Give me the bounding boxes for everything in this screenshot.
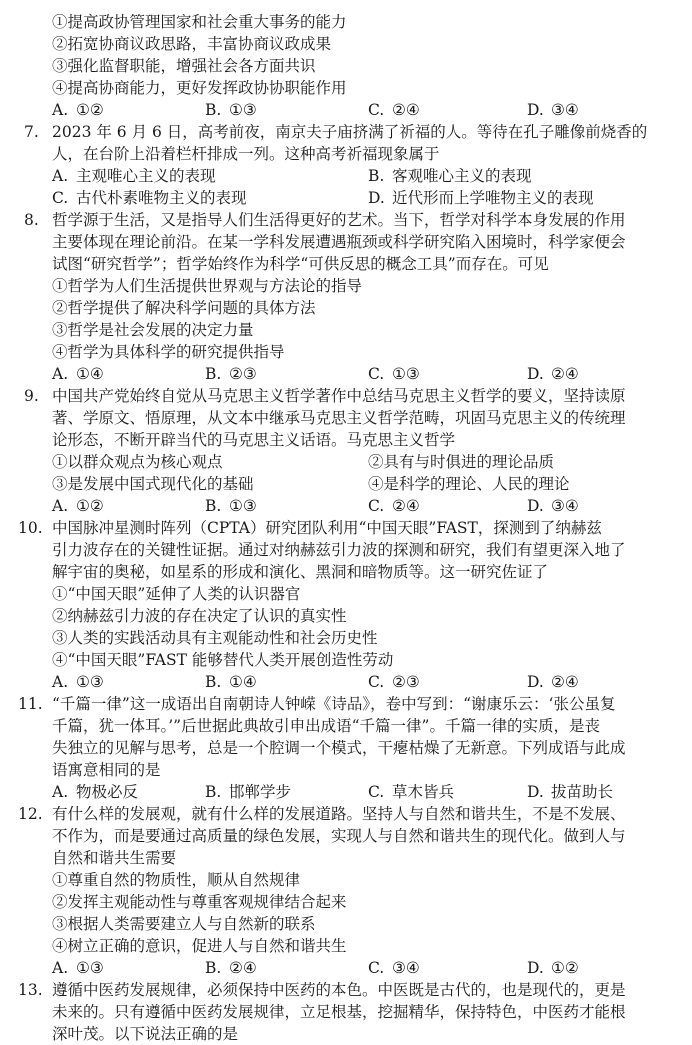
- question-number: 13.: [18, 981, 43, 999]
- option-text: 客观唯心主义的表现: [392, 167, 532, 185]
- option-text: 近代形而上学唯物主义的表现: [392, 189, 594, 207]
- statement: ③根据人类需要建立人与自然新的联系: [52, 915, 316, 933]
- option-letter: D.: [527, 783, 544, 801]
- question-number: 12.: [18, 805, 43, 823]
- question-number: 7.: [24, 123, 39, 141]
- option-letter: C.: [368, 959, 385, 977]
- option-letter: A.: [52, 101, 69, 119]
- statement: ①以群众观点为核心观点: [52, 453, 223, 471]
- option-text: ②③: [392, 673, 420, 691]
- question-stem-text: “千篇一律”这一成语出自南朝诗人钟嵘《诗品》，卷中写到：“谢康乐云：‘张公虽复: [52, 695, 616, 713]
- question-stem-text: 失独立的见解与思考，总是一个腔调一个模式，干瘪枯燥了无新意。下列成语与此成: [52, 739, 626, 757]
- option-text: ①②: [76, 497, 104, 515]
- question-stem-text: 遵循中医药发展规律，必须保持中医药的本色。中医既是古代的，也是现代的，更是: [52, 981, 626, 999]
- question-stem-text: 中国脉冲星测时阵列（CPTA）研究团队利用“中国天眼”FAST，探测到了纳赫兹: [52, 519, 602, 537]
- option-text: ②④: [392, 497, 420, 515]
- question-stem-text: 未来的。只有遵循中医药发展规律，立足根基，挖掘精华，保持特色，中医药才能根: [52, 1003, 626, 1021]
- question-stem-text: 论形态，不断开辟当代的马克思主义话语。马克思主义哲学: [52, 431, 456, 449]
- option-letter: B.: [205, 673, 222, 691]
- option-text: ②③: [229, 365, 257, 383]
- question-number: 9.: [24, 387, 39, 405]
- option-text: ①②: [551, 959, 579, 977]
- option-letter: D.: [527, 959, 544, 977]
- option-text: ③④: [551, 497, 579, 515]
- option-text: ②④: [392, 101, 420, 119]
- option-letter: D.: [527, 673, 544, 691]
- option-text: ①④: [229, 673, 257, 691]
- question-number: 8.: [24, 211, 39, 229]
- option-letter: A.: [52, 167, 69, 185]
- question-stem-text: 中国共产党始终自觉从马克思主义哲学著作中总结马克思主义哲学的要义，坚持读原: [52, 387, 626, 405]
- question-stem-text: 千篇，犹一体耳。’”后世据此典故引申出成语“千篇一律”。千篇一律的实质，是丧: [52, 717, 600, 735]
- option-letter: B.: [205, 497, 222, 515]
- option-text: 古代朴素唯物主义的表现: [76, 189, 247, 207]
- question-stem-text: 解宇宙的奥秘，如星系的形成和演化、黑洞和暗物质等。这一研究佐证了: [52, 563, 549, 581]
- statement: ②发挥主观能动性与尊重客观规律结合起来: [52, 893, 347, 911]
- statement: ③是发展中国式现代化的基础: [52, 475, 254, 493]
- statement: ②具有与时俱进的理论品质: [368, 453, 555, 471]
- option-letter: B.: [205, 959, 222, 977]
- option-letter: A.: [52, 959, 69, 977]
- statement: ①“中国天眼”延伸了人类的认识器官: [52, 585, 301, 603]
- option-text: ①③: [76, 959, 104, 977]
- option-letter: B.: [205, 365, 222, 383]
- option-text: ②④: [551, 365, 579, 383]
- option-letter: C.: [368, 497, 385, 515]
- option-letter: C.: [368, 101, 385, 119]
- option-letter: A.: [52, 365, 69, 383]
- option-text: ①③: [392, 365, 420, 383]
- question-stem-text: 主要体现在理论前沿。在某一学科发展遭遇瓶颈或科学研究陷入困境时，科学家便会: [52, 233, 626, 251]
- statement: ①尊重自然的物质性，顺从自然规律: [52, 871, 301, 889]
- option-text: ①③: [229, 101, 257, 119]
- statement: ②哲学提供了解决科学问题的具体方法: [52, 299, 316, 317]
- option-text: 草木皆兵: [392, 783, 455, 801]
- option-text: ①②: [76, 101, 104, 119]
- question-stem-text: 不作为，而是要通过高质量的绿色发展，实现人与自然和谐共生的现代化。做到人与: [52, 827, 626, 845]
- option-text: 拔苗助长: [551, 783, 614, 801]
- option-letter: D.: [527, 365, 544, 383]
- question-number: 10.: [18, 519, 43, 537]
- statement: ④树立正确的意识，促进人与自然和谐共生: [52, 937, 347, 955]
- question-stem-text: 著、学原文、悟原理，从文本中继承马克思主义哲学范畴，巩固马克思主义的传统理: [52, 409, 626, 427]
- option-letter: C.: [368, 783, 385, 801]
- statement: ④是科学的理论、人民的理论: [368, 475, 570, 493]
- question-stem-text: 深叶茂。以下说法正确的是: [52, 1025, 239, 1043]
- question-stem-text: 引力波存在的关键性证据。通过对纳赫兹引力波的探测和研究，我们有望更深入地了: [52, 541, 626, 559]
- option-text: 邯郸学步: [229, 783, 292, 801]
- question-stem-text: 自然和谐共生需要: [52, 849, 177, 867]
- statement: ②纳赫兹引力波的存在决定了认识的真实性: [52, 607, 347, 625]
- option-letter: D.: [368, 189, 385, 207]
- option-letter: B.: [368, 167, 385, 185]
- question-stem-text: 有什么样的发展观，就有什么样的发展道路。坚持人与自然和谐共生，不是不发展、: [52, 805, 626, 823]
- question-stem-text: 语寓意相同的是: [52, 761, 161, 779]
- option-text: 物极必反: [76, 783, 139, 801]
- option-letter: D.: [527, 101, 544, 119]
- option-text: ①③: [229, 497, 257, 515]
- option-letter: B.: [205, 101, 222, 119]
- statement: ③强化监督职能，增强社会各方面共识: [52, 57, 316, 75]
- option-text: ①③: [76, 673, 104, 691]
- statement: ③哲学是社会发展的决定力量: [52, 321, 254, 339]
- question-stem-text: 2023 年 6 月 6 日，高考前夜，南京夫子庙挤满了祈福的人。等待在孔子雕像前烧香的: [52, 123, 648, 141]
- option-text: ③④: [392, 959, 420, 977]
- statement: ①哲学为人们生活提供世界观与方法论的指导: [52, 277, 363, 295]
- option-letter: C.: [368, 365, 385, 383]
- option-letter: D.: [527, 497, 544, 515]
- statement: ③人类的实践活动具有主观能动性和社会历史性: [52, 629, 378, 647]
- option-text: ②④: [551, 673, 579, 691]
- option-text: ①④: [76, 365, 104, 383]
- question-stem-text: 人，在台阶上沿着栏杆排成一列。这种高考祈福现象属于: [52, 145, 440, 163]
- question-stem-text: 试图“研究哲学”；哲学始终作为科学“可供反思的概念工具”而存在。可见: [52, 255, 549, 273]
- option-letter: A.: [52, 673, 69, 691]
- question-stem-text: 哲学源于生活，又是指导人们生活得更好的艺术。当下，哲学对科学本身发展的作用: [52, 211, 626, 229]
- option-text: ③④: [551, 101, 579, 119]
- option-letter: B.: [205, 783, 222, 801]
- option-letter: C.: [368, 673, 385, 691]
- option-text: ②④: [229, 959, 257, 977]
- option-letter: C.: [52, 189, 69, 207]
- statement: ①提高政协管理国家和社会重大事务的能力: [52, 13, 347, 31]
- question-number: 11.: [18, 695, 43, 713]
- statement: ④“中国天眼”FAST 能够替代人类开展创造性劳动: [52, 651, 394, 669]
- option-letter: A.: [52, 497, 69, 515]
- statement: ④哲学为具体科学的研究提供指导: [52, 343, 285, 361]
- statement: ④提高协商能力，更好发挥政协协职能作用: [52, 79, 347, 97]
- option-letter: A.: [52, 783, 69, 801]
- option-text: 主观唯心主义的表现: [76, 167, 216, 185]
- statement: ②拓宽协商议政思路，丰富协商议政成果: [52, 35, 332, 53]
